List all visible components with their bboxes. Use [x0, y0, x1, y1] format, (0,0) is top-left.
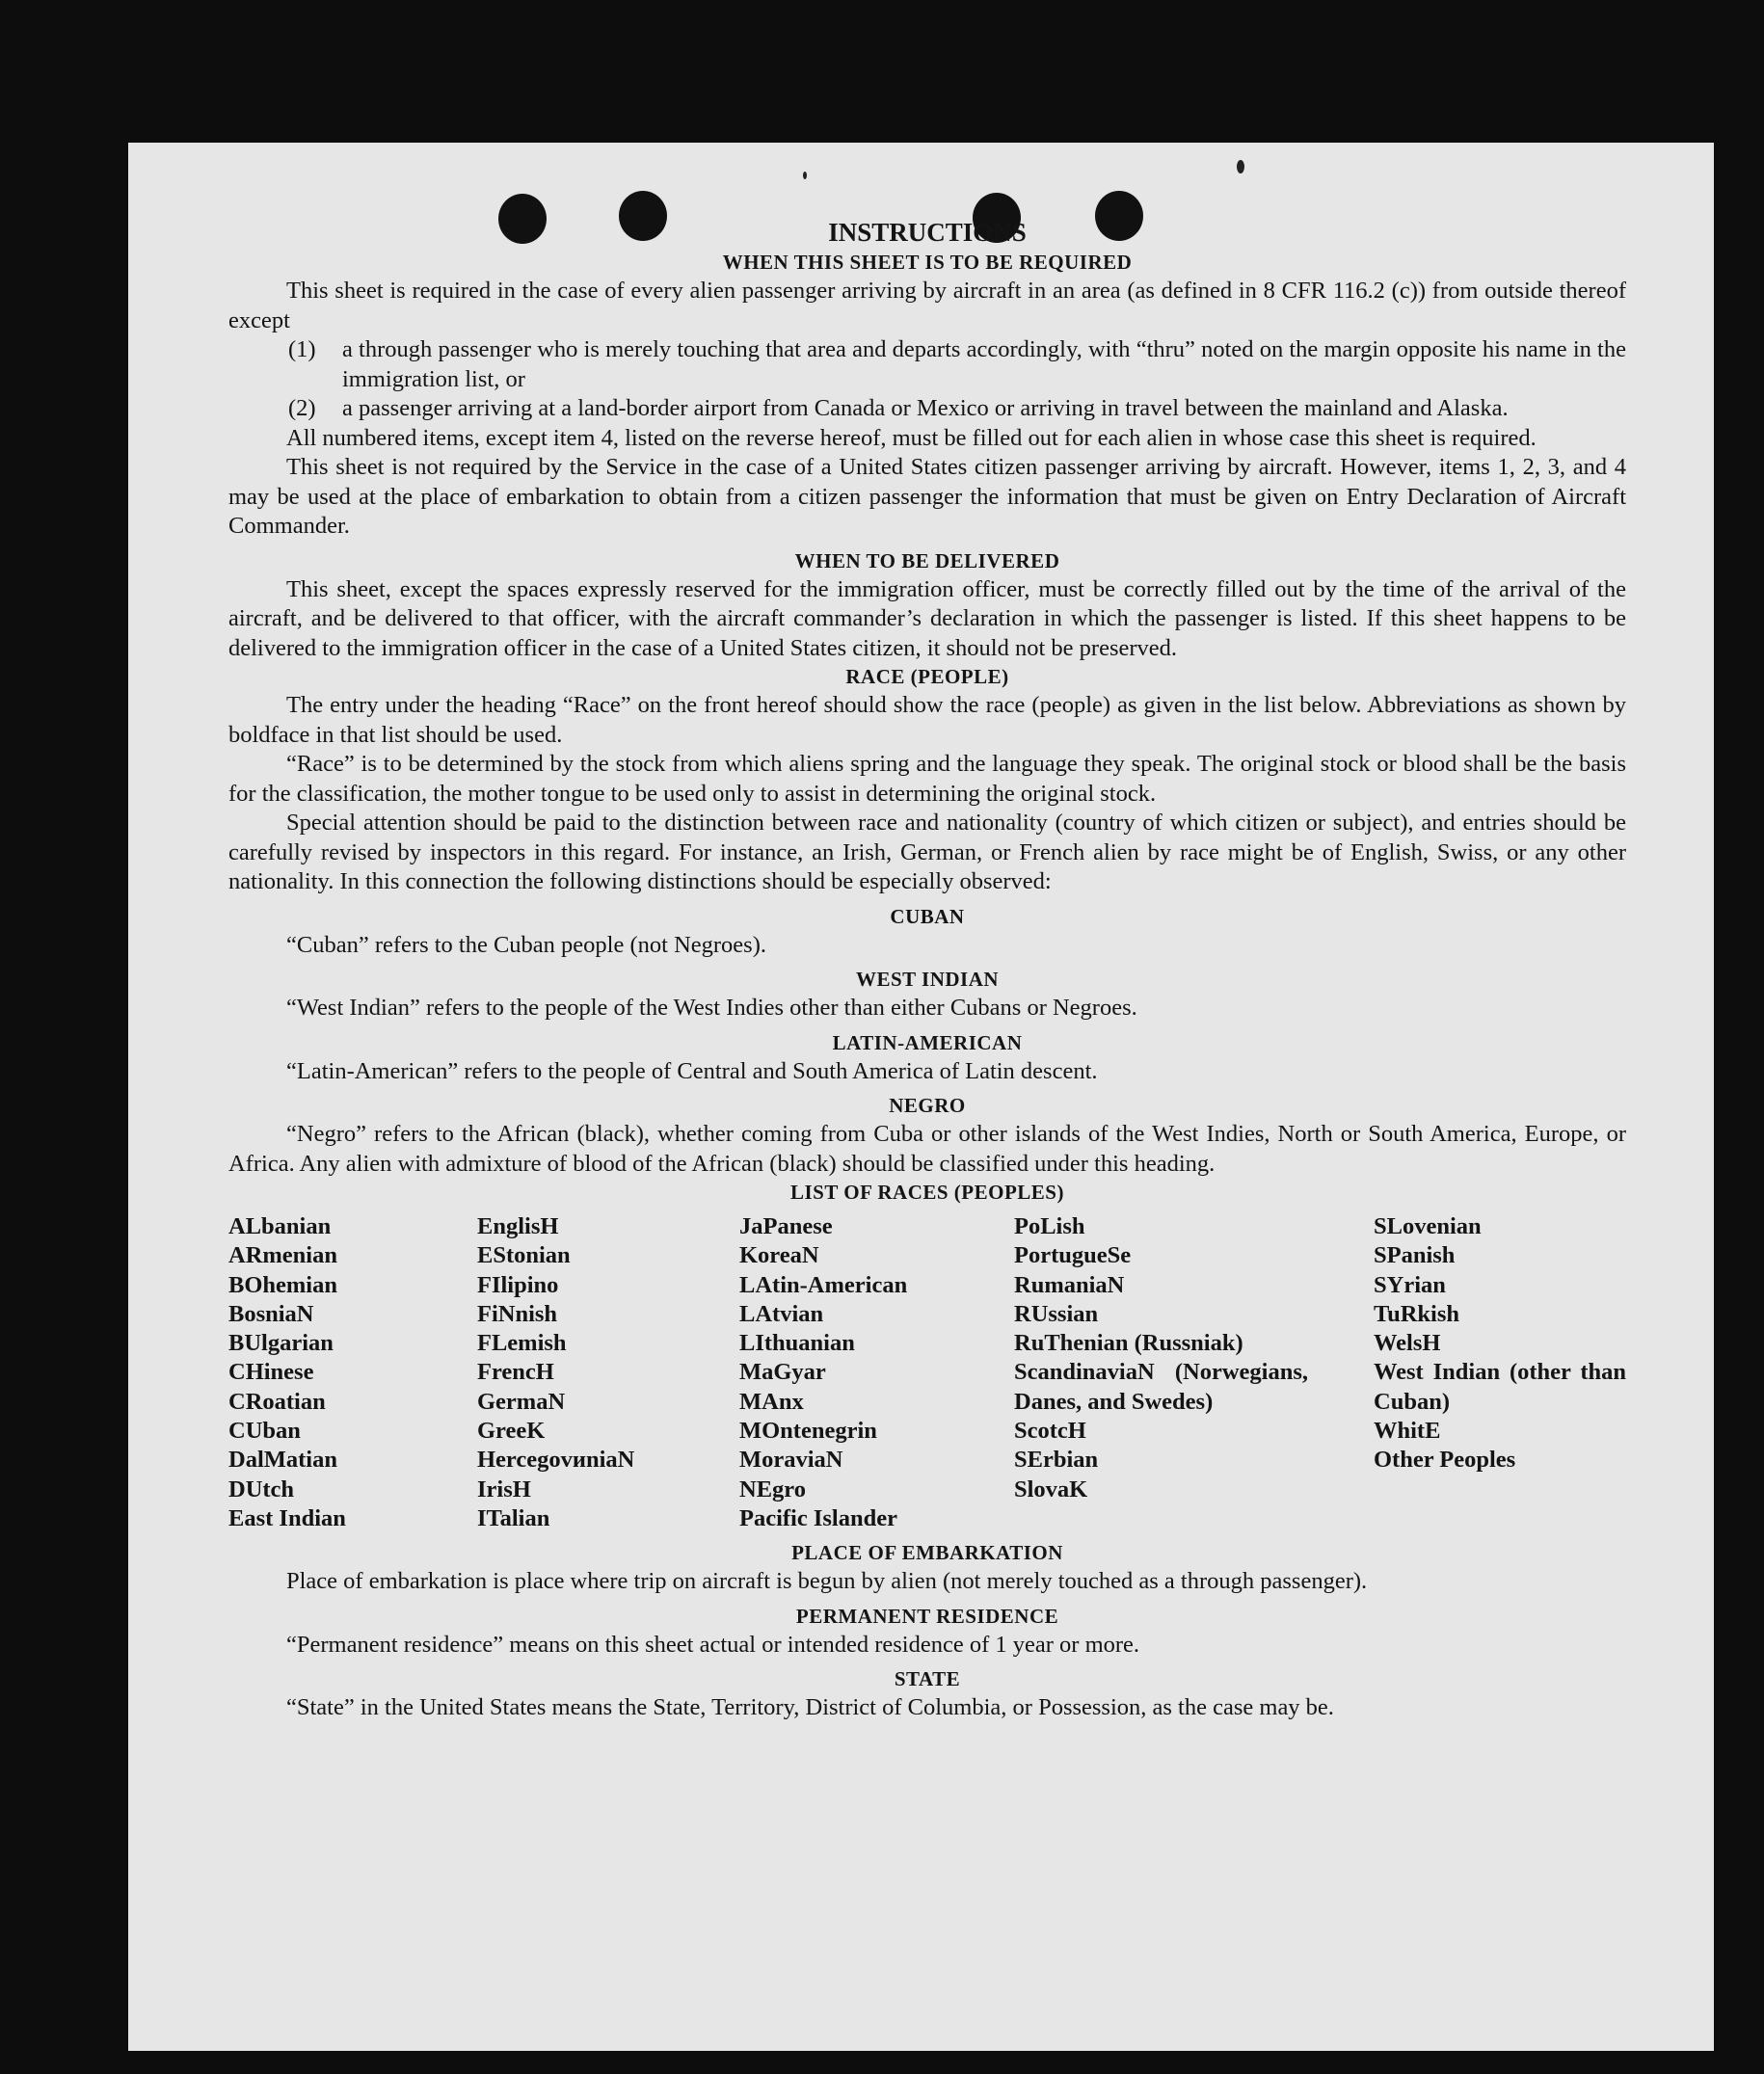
race-entry: FiNnish	[477, 1300, 558, 1327]
race-entry: BOhemian	[228, 1271, 337, 1298]
paragraph: All numbered items, except item 4, listed on the reverse hereof, must be filled out for each alien in whose case this sheet is required.	[286, 424, 1537, 451]
race-entry: BosniaN	[228, 1300, 314, 1327]
race-entry: FIlipino	[477, 1271, 559, 1298]
race-entry: GermaN	[477, 1388, 566, 1415]
race-entry: MAnx	[739, 1388, 804, 1415]
race-column	[739, 1212, 1014, 1533]
paragraph: “State” in the United States means the State, Territory, District of Columbia, or Possession, as the case may be.	[286, 1694, 1334, 1721]
list-item	[288, 335, 1626, 394]
paragraph: This sheet is required in the case of every alien passenger arriving by aircraft in an area (as defined in 8 CFR 116.2 (c)) from outside thereof except	[228, 278, 1626, 333]
race-entry: ARmenian	[228, 1242, 337, 1269]
races-list	[228, 1212, 1626, 1533]
list-item	[288, 394, 1626, 424]
race-entry: SYrian	[1374, 1271, 1446, 1298]
race-column	[1374, 1212, 1626, 1533]
race-entry: Pacific Islander	[739, 1504, 897, 1531]
race-entry: FLemish	[477, 1330, 567, 1357]
section-heading-state: STATE	[894, 1667, 961, 1691]
section-heading-list-of-races: LIST OF RACES (PEOPLES)	[790, 1181, 1064, 1204]
race-entry: ITalian	[477, 1504, 550, 1531]
section-heading-latin-american: LATIN-AMERICAN	[832, 1030, 1023, 1054]
paragraph: This sheet, except the spaces expressly reserved for the immigration officer, must be correctly filled out by the time of the arrival of the aircraft, and be delivered to that officer, with the aircraft commander’s declaration in which the passenger is listed. If this sheet happens to be delivered to the immigration officer in the case of a United States citizen, it should not be preserved.	[228, 575, 1626, 661]
section-heading-cuban: CUBAN	[890, 904, 965, 928]
document-page	[128, 143, 1714, 2051]
race-entry: Other Peoples	[1374, 1447, 1516, 1474]
race-entry: RuThenian (Russniak)	[1014, 1330, 1243, 1357]
race-entry: NEgro	[739, 1476, 806, 1502]
section-heading-residence: PERMANENT RESIDENCE	[795, 1604, 1059, 1628]
race-entry: LAtvian	[739, 1300, 824, 1327]
section-heading-when-required: WHEN THIS SHEET IS TO BE REQUIRED	[722, 251, 1133, 274]
race-entry: DalMatian	[228, 1447, 337, 1474]
item-number: (1)	[288, 336, 316, 362]
race-entry: RUssian	[1014, 1300, 1099, 1327]
paragraph: This sheet is not required by the Service in the case of a United States citizen passenger arriving by aircraft. However, items 1, 2, 3, and 4 may be used at the place of embarkation to obtain from a citizen passenger the information that must be given on Entry Declaration of Aircraft Commander.	[228, 454, 1626, 539]
race-column	[1014, 1212, 1374, 1533]
race-entry: IrisH	[477, 1476, 531, 1502]
item-number: (2)	[288, 395, 316, 421]
race-entry: EStonian	[477, 1242, 571, 1269]
race-entry: CUban	[228, 1418, 301, 1445]
race-entry: SLovenian	[1374, 1213, 1482, 1239]
race-entry: FrencH	[477, 1359, 554, 1386]
section-heading-race: RACE (PEOPLE)	[845, 665, 1009, 688]
race-entry: PoLish	[1014, 1213, 1085, 1239]
race-entry: SErbian	[1014, 1447, 1099, 1474]
race-entry: SPanish	[1374, 1242, 1456, 1269]
paragraph: “Race” is to be determined by the stock from which aliens spring and the language they speak. The original stock or blood shall be the basis for the classification, the mother tongue to be used only to assist in determining the original stock.	[228, 751, 1626, 807]
item-text: a through passenger who is merely touching that area and departs accordingly, with “thru” noted on the margin opposite his name in the immigration list, or	[342, 336, 1626, 392]
race-column	[228, 1212, 477, 1533]
race-entry: GreeK	[477, 1418, 546, 1445]
definition: “Latin-American” refers to the people of Central and South America of Latin descent.	[286, 1057, 1098, 1084]
race-entry: TuRkish	[1374, 1300, 1460, 1327]
race-entry: ScotcH	[1014, 1418, 1086, 1445]
race-entry: JaPanese	[739, 1213, 833, 1239]
race-entry: EnglisH	[477, 1213, 559, 1239]
page-title: INSTRUCTIONS	[828, 218, 1027, 247]
race-entry: KoreaN	[739, 1242, 819, 1269]
race-entry: West Indian (other than Cuban)	[1374, 1359, 1626, 1415]
speck	[1237, 160, 1244, 173]
speck	[803, 172, 807, 179]
paragraph: “Negro” refers to the African (black), whether coming from Cuba or other islands of the West Indies, North or South America, Europe, or Africa. Any alien with admixture of blood of the African (black) should be classified under this heading.	[228, 1121, 1626, 1177]
race-entry: BUlgarian	[228, 1330, 334, 1357]
race-entry: CRoatian	[228, 1388, 326, 1415]
definition: “West Indian” refers to the people of the West Indies other than either Cubans or Negroes.	[286, 995, 1137, 1021]
race-entry: CHinese	[228, 1359, 314, 1386]
paragraph: The entry under the heading “Race” on the front hereof should show the race (people) as given in the list below. Abbreviations as shown by boldface in that list should be used.	[228, 692, 1626, 748]
paragraph: Special attention should be paid to the distinction between race and nationality (country of which citizen or subject), and entries should be carefully revised by inspectors in this regard. For instance, an Irish, German, or French alien by race might be of English, Swiss, or any other nationality. In this connection the following distinctions should be especially observed:	[228, 810, 1626, 894]
race-entry: MaGyar	[739, 1359, 826, 1386]
race-entry: PortugueSe	[1014, 1242, 1132, 1269]
section-heading-negro: NEGRO	[889, 1094, 966, 1117]
section-heading-when-delivered: WHEN TO BE DELIVERED	[794, 548, 1060, 572]
section-heading-embarkation: PLACE OF EMBARKATION	[791, 1541, 1063, 1565]
definition: “Cuban” refers to the Cuban people (not Negroes).	[286, 931, 766, 958]
item-text: a passenger arriving at a land-border airport from Canada or Mexico or arriving in travel between the mainland and Alaska.	[342, 395, 1509, 421]
race-entry: HercegovиniaN	[477, 1447, 635, 1474]
race-entry: LAtin-American	[739, 1271, 908, 1298]
race-column	[477, 1212, 739, 1533]
race-entry: ALbanian	[228, 1213, 332, 1239]
race-entry: ScandinaviaN (Norwegians, Danes, and Swedes)	[1014, 1359, 1308, 1415]
section-heading-west-indian: WEST INDIAN	[855, 968, 1000, 991]
race-entry: WelsH	[1374, 1330, 1441, 1357]
race-entry: East Indian	[228, 1504, 346, 1531]
race-entry: RumaniaN	[1014, 1271, 1125, 1298]
race-entry: WhitE	[1374, 1418, 1441, 1445]
definition: “Permanent residence” means on this sheet actual or intended residence of 1 year or more.	[286, 1631, 1140, 1658]
race-entry: MOntenegrin	[739, 1418, 877, 1445]
document-content	[228, 216, 1626, 1723]
race-entry: LIthuanian	[739, 1330, 855, 1357]
race-entry: SlovaK	[1014, 1476, 1088, 1502]
race-entry: MoraviaN	[739, 1447, 843, 1474]
race-entry: DUtch	[228, 1476, 295, 1502]
paragraph: Place of embarkation is place where trip on aircraft is begun by alien (not merely touched as a through passenger).	[286, 1568, 1368, 1595]
